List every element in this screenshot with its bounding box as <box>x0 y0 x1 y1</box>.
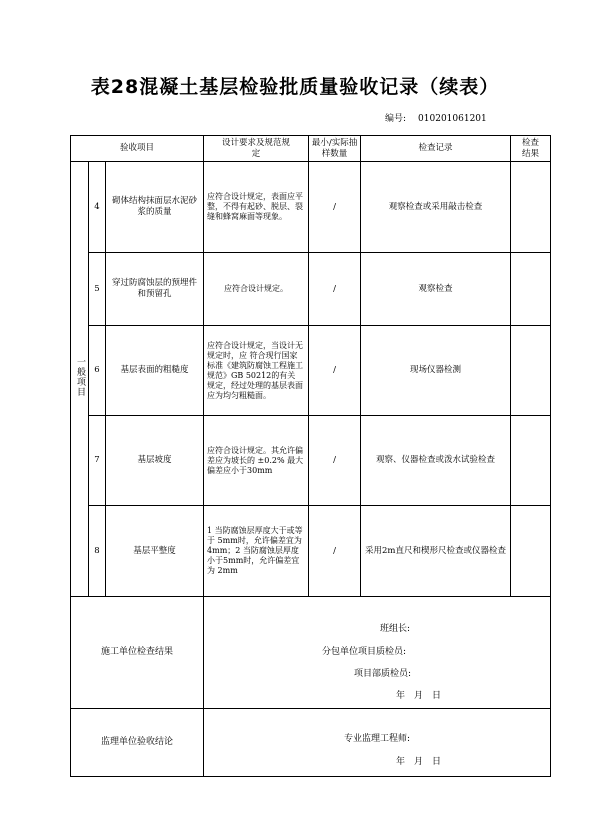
team-leader-label: 班组长: <box>380 624 411 634</box>
supervision-sign-cell <box>204 709 551 777</box>
row-record: 观察检查或采用敲击检查 <box>361 162 511 253</box>
row-sample: / <box>309 253 361 326</box>
group-label: 一般项目 <box>75 357 85 397</box>
row-requirement: 应符合设计规定。 <box>204 253 309 326</box>
row-name: 基层坡度 <box>106 416 204 506</box>
row-name: 基层表面的粗糙度 <box>106 326 204 416</box>
record-number-label: 编号: <box>385 114 407 124</box>
row-requirement: 应符合设计规定，当设计无规定时，应 符合现行国家标准《建筑防腐蚀工程施工规范》GB 50212的有关 规定，经过处理的基层表面应为均匀粗糙面。 <box>204 326 309 416</box>
row-record: 观察检查 <box>361 253 511 326</box>
row-no: 4 <box>89 162 106 253</box>
row-result <box>511 506 551 597</box>
supervision-date: 年 月 日 <box>396 757 442 767</box>
record-number-value: 010201061201 <box>418 114 487 124</box>
row-record: 观察、仪器检查或泼水试验检查 <box>361 416 511 506</box>
row-name: 砌体结构抹面层水泥砂浆的质量 <box>106 162 204 253</box>
row-requirement: 应符合设计规定，表面应平整，不得有起砂、脱层、裂缝和蜂窝麻面等现象。 <box>204 162 309 253</box>
construction-date: 年 月 日 <box>396 691 442 701</box>
row-no: 8 <box>89 506 106 597</box>
row-sample: / <box>309 162 361 253</box>
header-result: 检查结果 <box>511 136 551 162</box>
header-sample: 最小/实际抽样数量 <box>309 136 361 162</box>
row-result <box>511 253 551 326</box>
row-no: 6 <box>89 326 106 416</box>
row-sample: / <box>309 326 361 416</box>
supervision-row <box>71 709 551 777</box>
supervision-label-text: 监理单位验收结论 <box>101 737 174 747</box>
row-no: 7 <box>89 416 106 506</box>
table-row <box>71 162 551 253</box>
row-requirement: 应符合设计规定。其允许偏差应为坡长的 ±0.2% 最大偏差应小于30mm <box>204 416 309 506</box>
row-requirement: 1 当防腐蚀层厚度大于或等于 5mm时，允许偏差宜为 4mm；2 当防腐蚀层厚度小于5mm时，允许偏差宜为 2mm <box>204 506 309 597</box>
table-row <box>71 416 551 506</box>
construction-row <box>71 597 551 709</box>
row-no: 5 <box>89 253 106 326</box>
row-result <box>511 326 551 416</box>
row-result <box>511 416 551 506</box>
row-record: 现场仪器检测 <box>361 326 511 416</box>
table-row <box>71 326 551 416</box>
construction-label-text: 施工单位检查结果 <box>101 647 174 657</box>
supervisor-label: 专业监理工程师: <box>344 734 411 744</box>
header-record: 检查记录 <box>361 136 511 162</box>
header-row <box>71 136 551 162</box>
row-result <box>511 162 551 253</box>
project-inspector-label: 项目部质检员: <box>354 669 412 679</box>
row-name: 基层平整度 <box>106 506 204 597</box>
row-name: 穿过防腐蚀层的预埋件和预留孔 <box>106 253 204 326</box>
construction-label <box>71 597 204 709</box>
row-sample: / <box>309 506 361 597</box>
page-title: 表28混凝土基层检验批质量验收记录（续表） <box>90 76 500 98</box>
construction-sign-cell <box>204 597 551 709</box>
row-record: 采用2m直尺和楔形尺检查或仪器检查 <box>361 506 511 597</box>
supervision-label <box>71 709 204 777</box>
record-number <box>385 111 487 124</box>
row-sample: / <box>309 416 361 506</box>
table-row <box>71 506 551 597</box>
header-item: 验收项目 <box>71 136 204 162</box>
sub-inspector-label: 分包单位项目质检员: <box>322 647 407 657</box>
group-label-cell <box>71 162 89 597</box>
header-requirement: 设计要求及规范规定 <box>204 136 309 162</box>
table-row <box>71 253 551 326</box>
inspection-table <box>70 135 551 777</box>
